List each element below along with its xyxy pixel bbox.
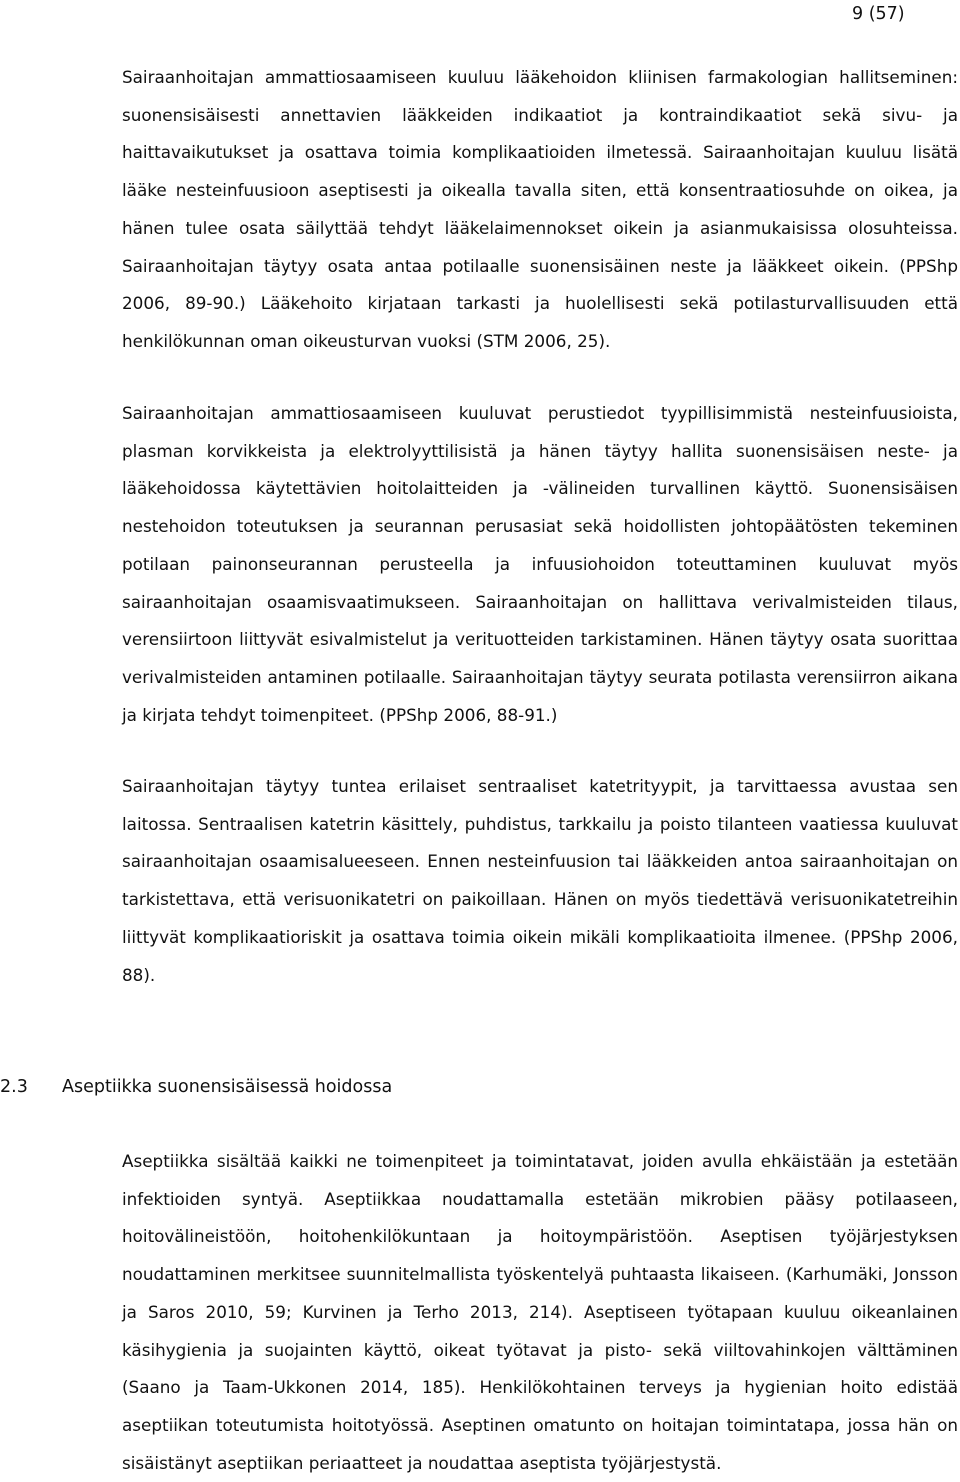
body-paragraph-3: Sairaanhoitajan täytyy tuntea erilaiset sentraaliset katetrityypit, ja tarvittaessa avustaa sen laitossa. Sentraalisen katetrin käsittely, puhdistus, tarkkailu ja poisto tilanteen vaatiessa kuuluvat sairaanhoitajan osaamisalueeseen. Ennen nesteinfuusion tai lääkkeiden antoa sairaanhoitajan on tarkistettava, että verisuonikatetri on paikoillaan. Hänen on myös tiedettävä verisuonikatetreihin liittyvät komplikaatioriskit ja osattava toimia oikein mikäli komplikaatioita ilmenee. (PPShp 2006, 88). (122, 776, 958, 985)
body-paragraph-1: Sairaanhoitajan ammattiosaamiseen kuuluu lääkehoidon kliinisen farmakologian hallitseminen: suonensisäisesti annettavien lääkkeiden indikaatiot ja kontraindikaatiot sekä sivu- ja haittavaikutukset ja osattava toimia komplikaatioiden ilmetessä. Sairaanhoitajan kuuluu lisätä lääke nesteinfuusioon aseptisesti ja oikealla tavalla siten, että konsentraatiosuhde on oikea, ja hänen tulee osata säilyttää tehdyt lääkelaimennokset oikein ja asianmukaisissa olosuhteissa. Sairaanhoitajan täytyy osata antaa potilaalle suonensisäinen neste ja lääkkeet oikein. (PPShp 2006, 89-90.) Lääkehoito kirjataan tarkasti ja huolellisesti sekä potilasturvallisuuden että henkilökunnan oman oikeusturvan vuoksi (STM 2006, 25). (122, 67, 958, 351)
body-paragraph-4: Aseptiikka sisältää kaikki ne toimenpiteet ja toimintatavat, joiden avulla ehkäistään ja estetään infektioiden syntyä. Aseptiikkaa noudattamalla estetään mikrobien pääsy potilaaseen, hoitovälineistöön, hoitohenkilökuntaan ja hoitoympäristöön. Aseptisen työjärjestyksen noudattaminen merkitsee suunnitelmallista työskentelyä puhtaasta likaiseen. (Karhumäki, Jonsson ja Saros 2010, 59; Kurvinen ja Terho 2013, 214). Aseptiseen työtapaan kuuluu oikeanlainen käsihygienia ja suojainten käyttö, oikeat työtavat ja pisto- sekä viiltovahinkojen välttäminen (Saano ja Taam-Ukkonen 2014, 185). Henkilökohtainen terveys ja hygienian hoito edistää aseptiikan toteutumista hoitotyössä. Aseptinen omatunto on hoitajan toimintatapa, jossa hän on sisäistänyt aseptiikan periaatteet ja noudattaa aseptista työjärjestystä. (122, 1151, 958, 1473)
section-heading (0, 1069, 392, 1105)
section-number: 2.3 (0, 1077, 28, 1097)
page-number: 9 (57) (852, 4, 905, 24)
body-paragraph-2: Sairaanhoitajan ammattiosaamiseen kuuluvat perustiedot tyypillisimmistä nesteinfuusioista, plasman korvikkeista ja elektrolyyttilisistä ja hänen täytyy hallita suonensisäisen neste- ja lääkehoidossa käytettävien hoitolaitteiden ja -välineiden turvallinen käyttö. Suonensisäisen nestehoidon toteutuksen ja seurannan perusasiat sekä hoidollisten johtopäätösten tekeminen potilaan painonseurannan perusteella ja infuusiohoidon toteuttaminen kuuluvat myös sairaanhoitajan osaamisvaatimukseen. Sairaanhoitajan on hallittava verivalmisteiden tilaus, verensiirtoon liittyvät esivalmistelut ja verituotteiden tarkistaminen. Hänen täytyy osata suorittaa verivalmisteiden antaminen potilaalle. Sairaanhoitajan täytyy seurata potilasta verensiirron aikana ja kirjata tehdyt toimenpiteet. (PPShp 2006, 88-91.) (122, 403, 958, 725)
section-title: Aseptiikka suonensisäisessä hoidossa (62, 1077, 393, 1097)
